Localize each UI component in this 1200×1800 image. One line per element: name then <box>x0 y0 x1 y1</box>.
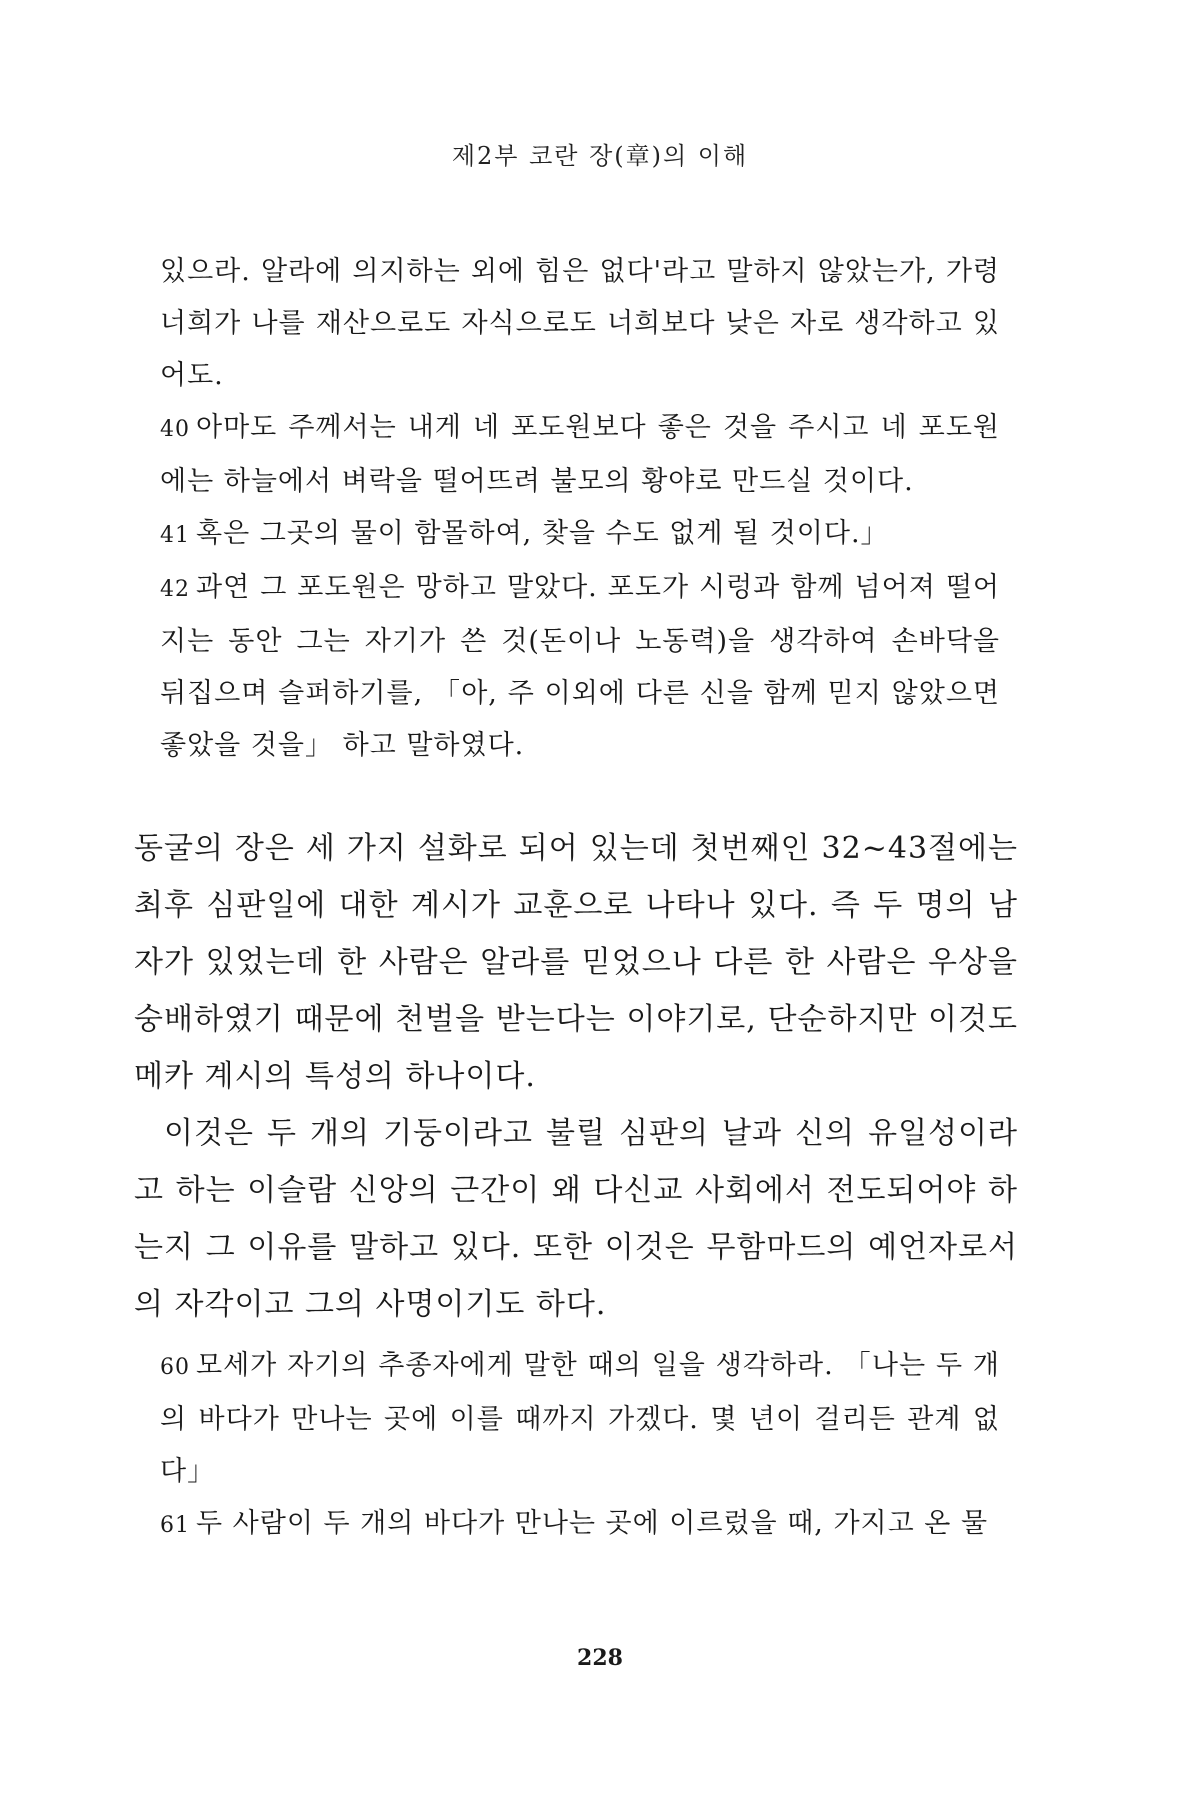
verse-continuation <box>160 246 1000 402</box>
verse-42 <box>160 562 1000 772</box>
verse-40 <box>160 402 1000 508</box>
verse-number: 61 <box>160 1513 190 1538</box>
verse-61 <box>160 1498 1000 1552</box>
verse-number: 41 <box>160 523 190 548</box>
verse-text: 아마도 주께서는 내게 네 포도원보다 좋은 것을 주시고 네 포도원에는 하늘에서 벼락을 떨어뜨려 불모의 황야로 만드실 것이다. <box>160 412 1000 497</box>
verse-60 <box>160 1340 1000 1498</box>
running-header: 제2부 코란 장(章)의 이해 <box>451 142 749 170</box>
verse-block-bottom <box>160 1340 1000 1552</box>
verse-number: 40 <box>160 417 190 442</box>
verse-number: 42 <box>160 577 190 602</box>
page-number: 228 <box>577 1645 623 1671</box>
verse-text: 모세가 자기의 추종자에게 말한 때의 일을 생각하라. 「나는 두 개의 바다가 만나는 곳에 이를 때까지 가겠다. 몇 년이 걸리든 관계 없다」 <box>160 1350 1000 1487</box>
verse-text: 과연 그 포도원은 망하고 말았다. 포도가 시렁과 함께 넘어져 떨어지는 동안 그는 자기가 쓴 것(돈이나 노동력)을 생각하여 손바닥을 뒤집으며 슬퍼하기를, 「아, 주 이외에 다른 신을 함께 믿지 않았으면 좋았을 것을」 하고 말하였다. <box>160 572 1000 761</box>
verse-41 <box>160 508 1000 562</box>
verse-number: 60 <box>160 1355 190 1380</box>
verse-block-top <box>160 246 1000 772</box>
commentary-block <box>134 820 1018 1333</box>
verse-text: 두 사람이 두 개의 바다가 만나는 곳에 이르렀을 때, 가지고 온 물 <box>196 1508 989 1539</box>
commentary-paragraph-1: 동굴의 장은 세 가지 설화로 되어 있는데 첫번째인 32~43절에는 최후 심판일에 대한 계시가 교훈으로 나타나 있다. 즉 두 명의 남자가 있었는데 한 사람은 알라를 믿었으나 다른 한 사람은 우상을 숭배하였기 때문에 천벌을 받는다는 이야기로, 단순하지만 이것도 메카 계시의 특성의 하나이다. <box>134 831 1018 1094</box>
commentary-paragraph-2: 이것은 두 개의 기둥이라고 불릴 심판의 날과 신의 유일성이라고 하는 이슬람 신앙의 근간이 왜 다신교 사회에서 전도되어야 하는지 그 이유를 말하고 있다. 또한 이것은 무함마드의 예언자로서의 자각이고 그의 사명이기도 하다. <box>134 1116 1018 1322</box>
verse-text: 있으라. 알라에 의지하는 외에 힘은 없다'라고 말하지 않았는가, 가령 너희가 나를 재산으로도 자식으로도 너희보다 낮은 자로 생각하고 있어도. <box>160 256 1000 391</box>
verse-text: 혹은 그곳의 물이 함몰하여, 찾을 수도 없게 될 것이다.」 <box>196 518 889 549</box>
